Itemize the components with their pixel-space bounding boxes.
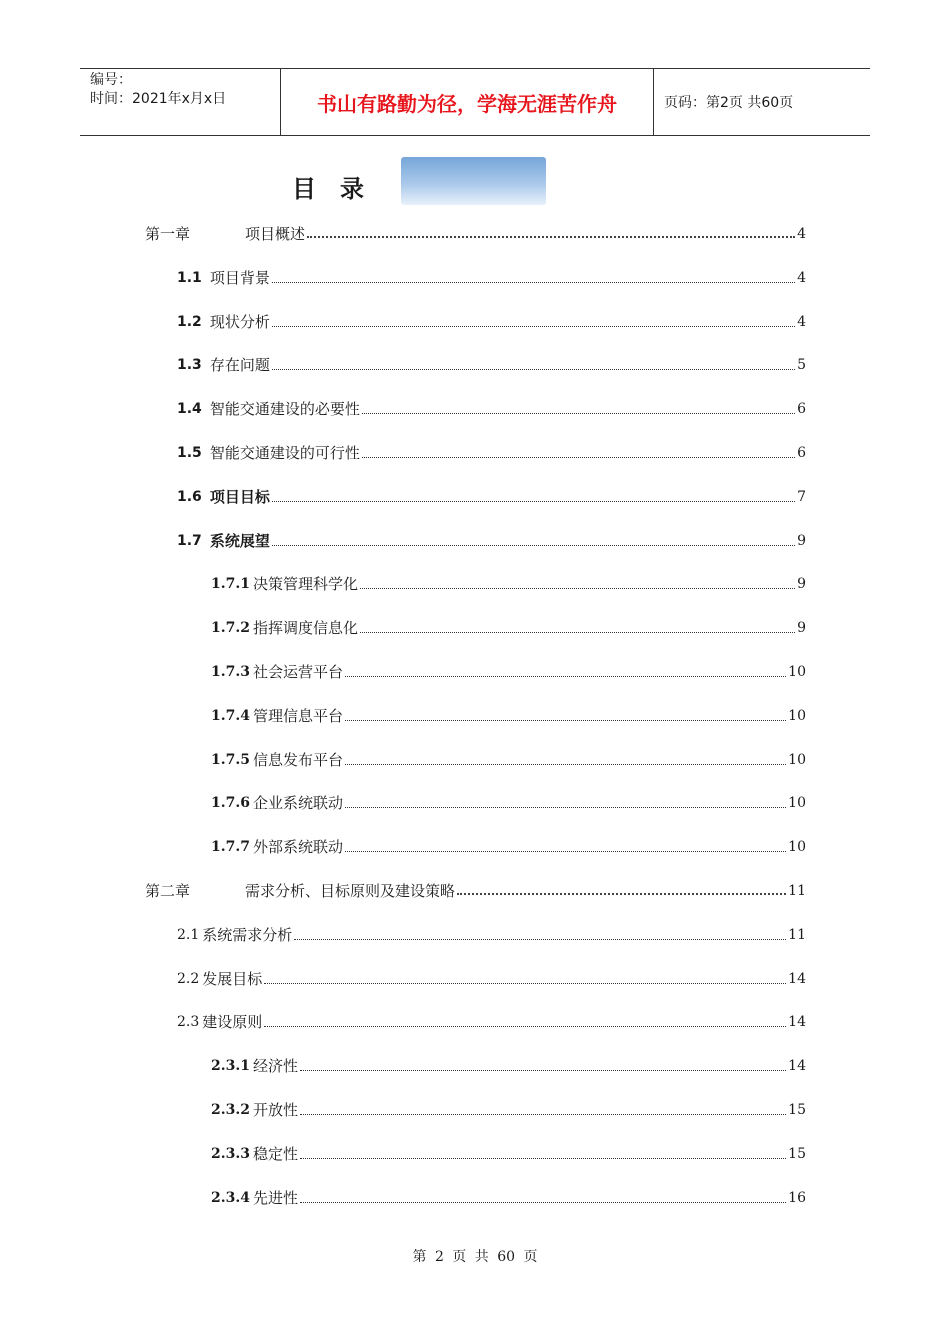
toc-leader-dots [264,983,786,984]
toc-entry-page: 9 [797,533,806,549]
time-label: 时间：2021年x月x日 [90,91,227,107]
toc-entry[interactable] [177,485,806,507]
toc-entry-number: 2.3.2 [211,1102,250,1118]
toc-leader-dots [294,939,786,940]
toc-entry-page: 11 [788,883,806,899]
toc-entry[interactable] [211,704,806,726]
toc-leader-dots [272,282,795,283]
toc-entry-number: 1.7.4 [211,708,250,724]
toc-entry[interactable] [177,923,806,945]
toc-title: 目录 [292,175,388,203]
toc-entry-number: 1.7.2 [211,620,250,636]
toc-entry-number: 1.7.3 [211,664,250,680]
toc-entry-number: 1.3 [177,357,202,373]
toc-leader-dots [345,851,786,852]
toc-entry-page: 11 [788,927,806,943]
toc-entry-number: 1.7 [177,533,202,549]
header-motto: 书山有路勤为径，学海无涯苦作舟 [281,69,654,135]
toc-entry-number: 1.6 [177,489,202,505]
toc-leader-dots [360,632,795,633]
toc-entry[interactable] [177,266,806,288]
toc-entry-title: 企业系统联动 [252,794,343,812]
toc-entry-title: 先进性 [252,1189,298,1207]
toc-leader-dots [272,326,795,327]
toc-entry[interactable] [177,967,806,989]
toc-leader-dots [345,764,786,765]
toc-entry-page: 10 [788,839,806,855]
toc-entry-title: 社会运营平台 [252,663,343,681]
toc-entry-page: 10 [788,708,806,724]
toc-leader-dots [362,457,795,458]
title-decoration [401,157,546,205]
toc-entry-page: 10 [788,664,806,680]
toc-entry-number: 第二章 [145,882,191,900]
toc-entry-number: 2.1 [177,927,200,943]
serial-label: 编号： [90,72,132,88]
toc-entry-page: 10 [788,752,806,768]
toc-entry[interactable] [211,572,806,594]
toc-entry-title: 稳定性 [252,1145,298,1163]
toc-leader-dots [272,369,795,370]
toc-leader-dots [457,893,786,895]
toc-entry-number: 1.7.5 [211,752,250,768]
toc-entry-page: 14 [788,1058,806,1074]
toc-entry-title: 项目背景 [209,269,270,287]
toc-entry-page: 9 [797,576,806,592]
toc-entry-page: 4 [797,226,806,242]
toc-entry-number: 2.3 [177,1014,200,1030]
toc-entry-page: 9 [797,620,806,636]
toc-leader-dots [360,588,795,589]
toc-entry[interactable] [211,835,806,857]
toc-entry-number: 1.7.7 [211,839,250,855]
toc-entry[interactable] [211,1054,806,1076]
toc-entry-page: 15 [788,1102,806,1118]
toc-entry-number: 2.2 [177,971,200,987]
toc-entry[interactable] [211,616,806,638]
toc-leader-dots [272,501,795,502]
toc-entry-title: 开放性 [252,1101,298,1119]
toc-entry-page: 14 [788,1014,806,1030]
toc-entry-page: 4 [797,314,806,330]
toc-entry-page: 4 [797,270,806,286]
toc-entry-page: 7 [797,489,806,505]
toc-entry-title: 系统展望 [209,532,270,550]
toc-entry[interactable] [177,397,806,419]
toc-entry-title: 系统需求分析 [202,926,293,944]
toc-entry-title: 需求分析、目标原则及建设策略 [245,882,456,900]
toc-entry-number: 1.7.6 [211,795,250,811]
toc-entry-number: 2.3.4 [211,1190,250,1206]
toc-entry-number: 第一章 [145,225,191,243]
toc-entry-title: 外部系统联动 [252,838,343,856]
toc-entry[interactable] [211,1142,806,1164]
toc-entry[interactable] [177,529,806,551]
toc-entry-title: 信息发布平台 [252,751,343,769]
toc-entry-number: 2.3.3 [211,1146,250,1162]
toc-entry[interactable] [177,441,806,463]
header-page-info: 页码：第2页 共60页 [664,95,794,111]
toc-entry[interactable] [145,222,806,244]
toc-entry-title: 存在问题 [209,356,270,374]
toc-entry[interactable] [211,791,806,813]
toc-entry-title: 建设原则 [202,1013,263,1031]
toc-leader-dots [345,720,786,721]
page-header [80,68,870,136]
toc-entry-page: 15 [788,1146,806,1162]
toc-leader-dots [345,807,786,808]
toc-leader-dots [300,1202,786,1203]
toc-entry-number: 1.4 [177,401,202,417]
toc-entry-title: 智能交通建设的可行性 [209,444,360,462]
toc-entry[interactable] [211,660,806,682]
toc-entry[interactable] [177,1010,806,1032]
toc-leader-dots [345,676,786,677]
toc-entry-number: 1.2 [177,314,202,330]
toc-leader-dots [307,236,795,238]
toc-entry-title: 智能交通建设的必要性 [209,400,360,418]
toc-leader-dots [362,413,795,414]
header-meta [80,69,281,135]
toc-entry-title: 发展目标 [202,970,263,988]
toc-entry-number: 1.5 [177,445,202,461]
toc-entry-title: 项目目标 [209,488,270,506]
toc-entry-title: 经济性 [252,1057,298,1075]
toc-entry-page: 16 [788,1190,806,1206]
toc-entry-title: 决策管理科学化 [252,575,358,593]
toc-entry-page: 5 [797,357,806,373]
toc-entry-page: 6 [797,445,806,461]
toc-entry[interactable] [177,310,806,332]
toc-entry-page: 10 [788,795,806,811]
toc-entry-title: 指挥调度信息化 [252,619,358,637]
toc-entry-title: 管理信息平台 [252,707,343,725]
toc-entry-number: 1.7.1 [211,576,250,592]
toc-entry[interactable] [177,353,806,375]
toc-entry-number: 2.3.1 [211,1058,250,1074]
toc-entry-number: 1.1 [177,270,202,286]
toc-entry-page: 6 [797,401,806,417]
toc-entry[interactable] [145,879,806,901]
toc-entry-title: 项目概述 [245,225,306,243]
toc-entry[interactable] [211,1098,806,1120]
toc-leader-dots [272,545,795,546]
page-footer: 第 2 页 共 60 页 [412,1249,538,1265]
toc-entry[interactable] [211,1186,806,1208]
toc-entry[interactable] [211,748,806,770]
toc-leader-dots [264,1026,786,1027]
toc-entry-page: 14 [788,971,806,987]
toc-leader-dots [300,1070,786,1071]
toc-entry-title: 现状分析 [209,313,270,331]
toc-leader-dots [300,1114,786,1115]
toc-leader-dots [300,1158,786,1159]
